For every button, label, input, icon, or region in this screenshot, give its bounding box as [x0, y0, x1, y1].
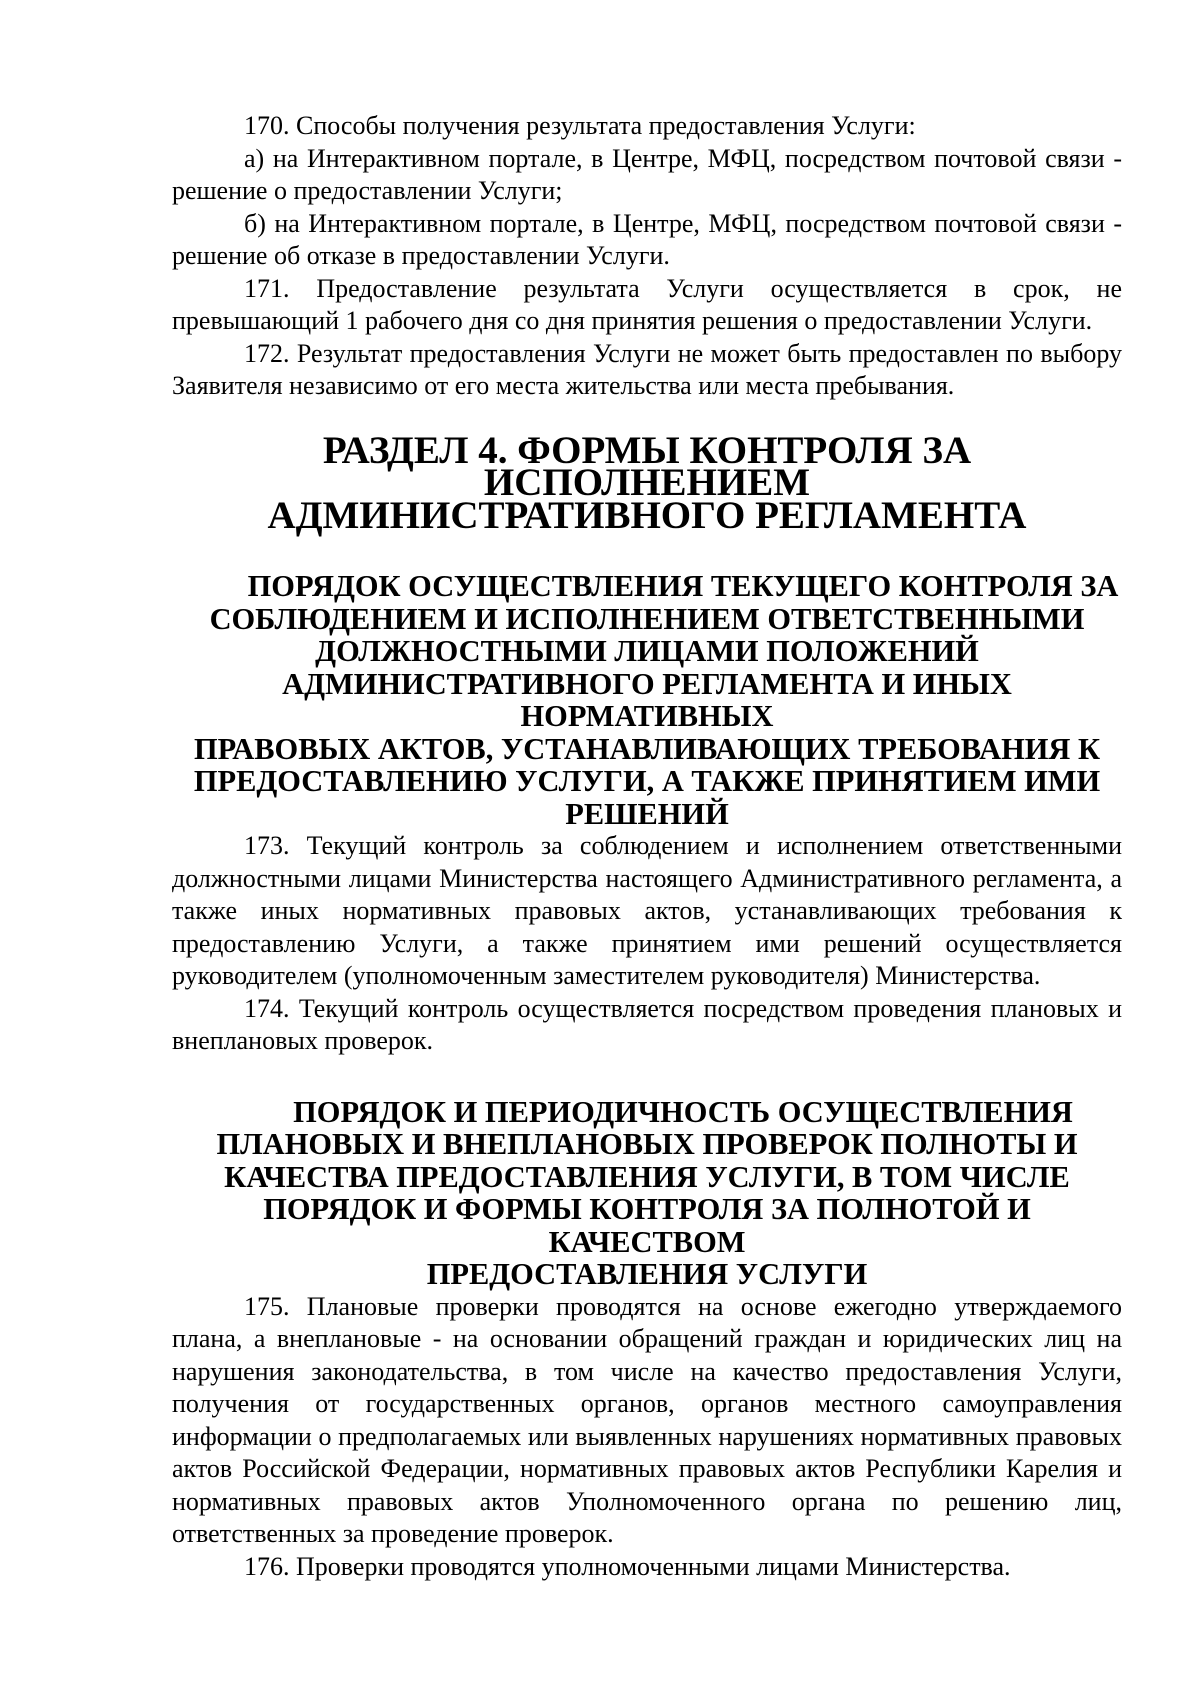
inspections-subheading — [172, 1096, 1122, 1291]
paragraph-170-b: б) на Интерактивном портале, в Центре, МФЦ, посредством почтовой связи - решение об отказе в предоставлении Услуги. — [172, 208, 1122, 270]
heading-line: РЕШЕНИЙ — [565, 796, 729, 831]
heading-line: АДМИНИСТРАТИВНОГО РЕГЛАМЕНТА И ИНЫХ НОРМАТИВНЫХ — [282, 666, 1012, 733]
heading-line: ПРЕДОСТАВЛЕНИЯ УСЛУГИ — [426, 1257, 868, 1291]
heading-line: ПРАВОВЫХ АКТОВ, УСТАНАВЛИВАЮЩИХ ТРЕБОВАНИЯ К — [193, 731, 1101, 766]
heading-line: ПОРЯДОК И ПЕРИОДИЧНОСТЬ ОСУЩЕСТВЛЕНИЯ — [293, 1094, 1073, 1129]
heading-line: ПОРЯДОК И ФОРМЫ КОНТРОЛЯ ЗА ПОЛНОТОЙ И КАЧЕСТВОМ — [263, 1192, 1031, 1259]
heading-line: КАЧЕСТВА ПРЕДОСТАВЛЕНИЯ УСЛУГИ, В ТОМ ЧИСЛЕ — [224, 1159, 1070, 1194]
heading-line: СОБЛЮДЕНИЕМ И ИСПОЛНЕНИЕМ ОТВЕТСТВЕННЫМИ — [209, 601, 1085, 636]
heading-line: АДМИНИСТРАТИВНОГО РЕГЛАМЕНТА — [267, 493, 1027, 537]
paragraph-176: 176. Проверки проводятся уполномоченными лицами Министерства. — [244, 1551, 1011, 1581]
paragraph-170-a: а) на Интерактивном портале, в Центре, МФЦ, посредством почтовой связи - решение о предоставлении Услуги; — [172, 143, 1122, 205]
section-4-heading — [172, 428, 1122, 537]
heading-line: ПЛАНОВЫХ И ВНЕПЛАНОВЫХ ПРОВЕРОК ПОЛНОТЫ И — [216, 1127, 1078, 1161]
heading-line: ПОРЯДОК ОСУЩЕСТВЛЕНИЯ ТЕКУЩЕГО КОНТРОЛЯ ЗА — [247, 569, 1119, 603]
paragraph-175: 175. Плановые проверки проводятся на основе ежегодно утверждаемого плана, а внеплановые - на основании обращений граждан и юридических лиц на нарушения законодательства, в том числе на качество предоставления Услуги, получения от государственных органов, органов местного самоуправления информации о предполагаемых или выявленных нарушениях нормативных правовых актов Российской Федерации, нормативных правовых актов Республики Карелия и нормативных правовых актов Уполномоченного органа по решению лиц, ответственных за проведение проверок. — [172, 1291, 1122, 1548]
heading-line: ДОЛЖНОСТНЫМИ ЛИЦАМИ ПОЛОЖЕНИЙ — [315, 634, 979, 668]
paragraph-173: 173. Текущий контроль за соблюдением и исполнением ответственными должностными лицами Министерства настоящего Административного регламента, а также иных нормативных правовых актов, устанавливающих требования к предоставлению Услуги, а также принятием ими решений осуществляется руководителем (уполномоченным заместителем руководителя) Министерства. — [172, 831, 1122, 990]
paragraph-172: 172. Результат предоставления Услуги не может быть предоставлен по выбору Заявителя независимо от его места жительства или места пребывания. — [172, 338, 1122, 400]
heading-line: РАЗДЕЛ 4. ФОРМЫ КОНТРОЛЯ ЗА ИСПОЛНЕНИЕМ — [322, 428, 972, 504]
current-control-subheading — [172, 570, 1122, 830]
document-page — [172, 110, 1122, 1583]
paragraph-174: 174. Текущий контроль осуществляется посредством проведения плановых и внеплановых проверок. — [172, 993, 1122, 1055]
heading-line: ПРЕДОСТАВЛЕНИЮ УСЛУГИ, А ТАКЖЕ ПРИНЯТИЕМ ИМИ — [193, 764, 1101, 798]
paragraph-170: 170. Способы получения результата предоставления Услуги: — [244, 111, 916, 140]
paragraph-171: 171. Предоставление результата Услуги осуществляется в срок, не превышающий 1 рабочего дня со дня принятия решения о предоставлении Услуги. — [172, 273, 1122, 335]
